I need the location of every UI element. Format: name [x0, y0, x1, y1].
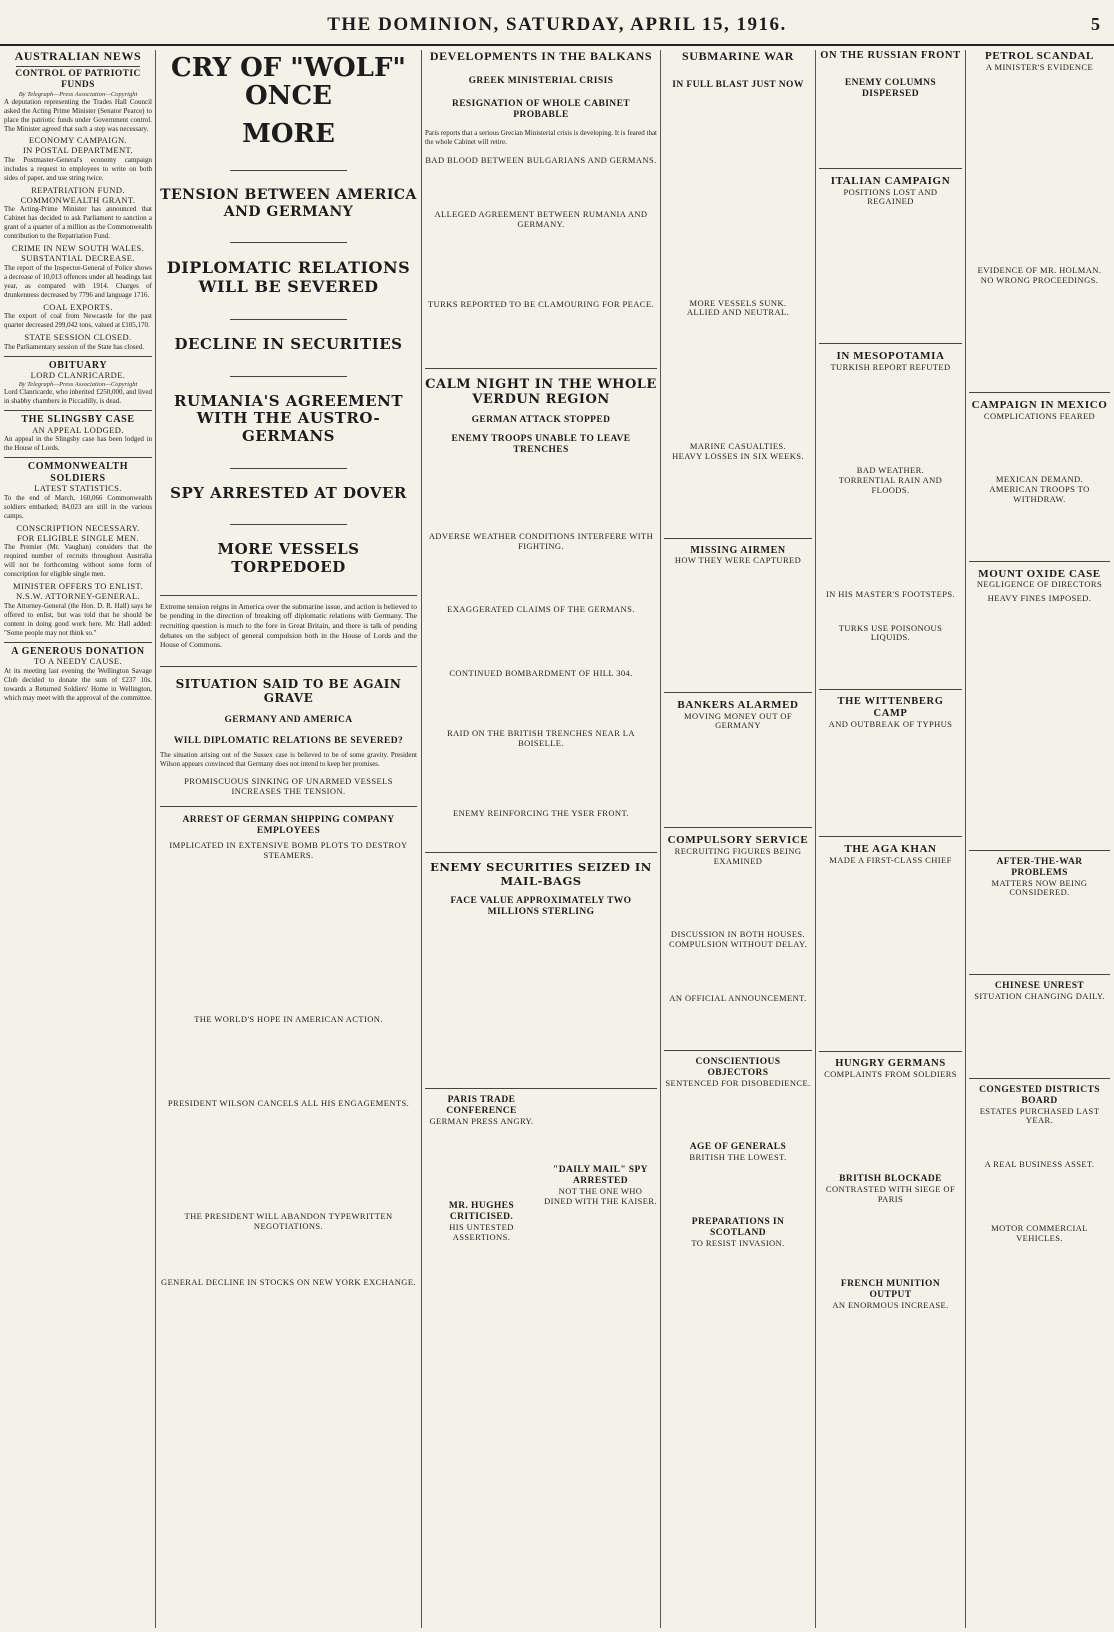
subheading: ENEMY REINFORCING THE YSER FRONT. — [453, 807, 629, 818]
column-cry-of-wolf — [160, 50, 417, 1628]
main-headline: CRY OF "WOLF" ONCE — [171, 53, 406, 112]
subheading: ALLEGED AGREEMENT BETWEEN RUMANIA AND GERMANY. — [434, 209, 648, 229]
article-body — [425, 555, 657, 605]
article-heading: CAMPAIGN IN MEXICO — [971, 398, 1108, 411]
subheading: RESIGNATION OF WHOLE CABINET PROBABLE — [451, 98, 631, 120]
article-heading: PARIS TRADE CONFERENCE — [446, 1095, 517, 1117]
article-heading: CONTROL OF PATRIOTIC FUNDS — [15, 68, 141, 90]
subheading: BRITISH THE LOWEST. — [689, 1152, 787, 1163]
article-body — [664, 1092, 812, 1142]
masthead — [0, 0, 1114, 46]
deck-headline: DECLINE IN SECURITIES — [174, 335, 403, 354]
article-body — [544, 1095, 657, 1165]
article-heading: MISSING AIRMEN — [690, 544, 786, 556]
section-heading: THE SLINGSBY CASE — [21, 414, 135, 426]
subheading: TURKS REPORTED TO BE CLAMOURING FOR PEACE. — [428, 298, 654, 309]
article-heading: ENEMY SECURITIES SEIZED IN MAIL-BAGS — [430, 860, 652, 888]
subheading: AMERICAN TROOPS TO WITHDRAW. — [989, 484, 1090, 504]
subheading: SENTENCED FOR DISOBEDIENCE. — [665, 1077, 811, 1088]
subheading: ESTATES PURCHASED LAST YEAR. — [979, 1105, 1100, 1126]
article-body — [969, 425, 1110, 475]
article-heading: COMPULSORY SERVICE — [667, 834, 809, 847]
section-heading: SUBMARINE WAR — [682, 50, 794, 63]
subheading: CRIME IN NEW SOUTH WALES. — [11, 243, 145, 254]
subheading: ENEMY COLUMNS DISPERSED — [844, 78, 937, 99]
section-heading: AUSTRALIAN NEWS — [14, 50, 142, 63]
subheading: TO RESIST INVASION. — [691, 1237, 785, 1248]
article-body — [819, 1209, 962, 1279]
article-heading: FRENCH MUNITION OUTPUT — [840, 1278, 941, 1300]
subheading: MATTERS NOW BEING CONSIDERED. — [991, 877, 1088, 898]
article-body — [969, 1006, 1110, 1076]
subheading: A REAL BUSINESS ASSET. — [984, 1159, 1095, 1170]
article-body — [425, 683, 657, 729]
article-body — [969, 509, 1110, 559]
article-heading: "DAILY MAIL" SPY ARRESTED — [553, 1165, 648, 1187]
article-body — [819, 647, 962, 687]
article-body — [819, 734, 962, 834]
subheading: LORD CLANRICARDE. — [30, 370, 126, 381]
article-body — [425, 314, 657, 364]
subheading: NOT THE ONE WHO DINED WITH THE KAISER. — [544, 1186, 657, 1206]
subheading: MARINE CASUALTIES. — [689, 441, 787, 452]
article-heading: PREPARATIONS IN SCOTLAND — [691, 1216, 785, 1238]
article-body: To the end of March, 160,066 Commonwealth soldiers embarked; 84,023 are still in the various camps. — [4, 494, 152, 520]
subheading: COMPLICATIONS FEARED — [983, 410, 1096, 421]
article-body: An appeal in the Slingsby case has been lodged in the House of Lords. — [4, 435, 152, 453]
subheading: STATE SESSION CLOSED. — [24, 332, 132, 343]
article-heading: IN MESOPOTAMIA — [836, 350, 945, 363]
section-heading: PETROL SCANDAL — [985, 50, 1094, 62]
column-rule — [660, 50, 661, 1628]
article-body — [664, 99, 812, 299]
subheading: POSITIONS LOST AND REGAINED — [843, 186, 938, 207]
article-body — [819, 869, 962, 1049]
subheading: GERMAN ATTACK STOPPED — [471, 415, 611, 426]
subheading: MEXICAN DEMAND. — [995, 474, 1084, 485]
subheading: TURKS USE POISONOUS LIQUIDS. — [838, 622, 943, 643]
subheading: IMPLICATED IN EXTENSIVE BOMB PLOTS TO DESTROY STEAMERS. — [169, 840, 408, 860]
subheading: ADVERSE WEATHER CONDITIONS INTERFERE WITH FIGHTING. — [428, 530, 654, 551]
subheading: THE WORLD'S HOPE IN AMERICAN ACTION. — [194, 1013, 383, 1024]
article-body — [819, 1084, 962, 1174]
subheading: GREEK MINISTERIAL CRISIS — [468, 75, 614, 86]
section-heading: ON THE RUSSIAN FRONT — [820, 50, 961, 61]
article-heading: CONGESTED DISTRICTS BOARD — [979, 1084, 1100, 1106]
article-heading: AFTER-THE-WAR PROBLEMS — [996, 856, 1083, 878]
brief-column — [544, 1095, 657, 1242]
subheading: MOTOR COMMERCIAL VEHICLES. — [991, 1223, 1088, 1243]
article-body — [969, 76, 1110, 266]
article-body — [969, 1130, 1110, 1160]
article-body — [819, 106, 962, 166]
subheading: IN FULL BLAST JUST NOW — [672, 79, 804, 90]
subheading: GERMANY AND AMERICA — [224, 715, 353, 726]
subheading: TORRENTIAL RAIN AND FLOODS. — [838, 475, 943, 496]
subheading: A MINISTER'S EVIDENCE — [985, 61, 1094, 72]
subheading: CONSCRIPTION NECESSARY. — [16, 522, 140, 533]
article-body — [425, 234, 657, 300]
subheading: NEGLIGENCE OF DIRECTORS — [976, 579, 1103, 590]
article-body — [160, 1112, 417, 1212]
article-heading: MOUNT OXIDE CASE — [978, 567, 1101, 580]
article-body: The export of coal from Newcastle for the past quarter decreased 299,042 tons, valued at £105,170. — [4, 312, 152, 330]
subheading: FOR ELIGIBLE SINGLE MEN. — [17, 532, 139, 543]
article-body — [664, 870, 812, 930]
article-body — [664, 570, 812, 690]
column-submarine-war — [664, 50, 812, 1628]
section-heading: COMMONWEALTH SOLDIERS — [27, 461, 129, 484]
subheading: HIS UNTESTED ASSERTIONS. — [449, 1221, 514, 1242]
deck-headline: MORE VESSELS TORPEDOED — [217, 540, 360, 577]
article-body — [425, 924, 657, 1084]
article-body — [969, 290, 1110, 390]
article-body: The Premier (Mr. Vaughan) considers that the required number of recruits throughout Australia will not be forthcoming without some form of conscription for eligible single men. — [4, 543, 152, 579]
subheading: EXAGGERATED CLAIMS OF THE GERMANS. — [447, 604, 635, 615]
article-body: At its meeting last evening the Wellington Savage Club decided to donate the sum of £237 10s. towards a Returned Soldiers' Home in Wellington, which may meet with the approval of the committee. — [4, 666, 152, 702]
deck-headline: RUMANIA'S AGREEMENT WITH THE AUSTRO-GERMANS — [174, 391, 403, 446]
column-rule — [965, 50, 966, 1628]
subheading: TO A NEEDY CAUSE. — [33, 656, 123, 667]
article-heading: BRITISH BLOCKADE — [839, 1174, 942, 1185]
subheading: GENERAL DECLINE IN STOCKS ON NEW YORK EXCHANGE. — [161, 1276, 416, 1287]
subheading: AN ENORMOUS INCREASE. — [832, 1299, 949, 1310]
article-body — [664, 1008, 812, 1048]
subheading: PRESIDENT WILSON CANCELS ALL HIS ENGAGEMENTS. — [167, 1097, 410, 1108]
column-petrol-scandal — [969, 50, 1110, 1628]
column-australian-news — [4, 50, 152, 1628]
article-body: The Parliamentary session of the State has closed. — [4, 342, 144, 351]
article-body: A deputation representing the Trades Hall Council asked the Acting Prime Minister (Senator Pearce) to place the patriotic funds under Government control. The Minister agreed that such a step was necessary. — [4, 97, 152, 133]
subheading: BAD BLOOD BETWEEN BULGARIANS AND GERMANS. — [425, 155, 657, 166]
subheading: ENEMY TROOPS UNABLE TO LEAVE TRENCHES — [451, 434, 631, 456]
lead-article: Extreme tension reigns in America over the submarine issue, and action is believed to be pending in the direction of breaking off diplomatic relations with Germany. The recruiting question is much to the fore in Great Britain, and there is talk of pending debates on the subject of general compulsion both in the House of Lords and the House of Commons. — [160, 601, 417, 650]
deck-headline: SPY ARRESTED AT DOVER — [170, 483, 407, 502]
article-heading: ITALIAN CAMPAIGN — [830, 174, 951, 187]
subheading: RECRUITING FIGURES BEING EXAMINED — [674, 845, 802, 866]
article-body — [425, 822, 657, 848]
subheading: LATEST STATISTICS. — [34, 483, 122, 494]
subheading: MINISTER OFFERS TO ENLIST. — [13, 581, 143, 592]
article-body — [969, 1174, 1110, 1224]
deck-headline: TENSION BETWEEN AMERICA AND GERMANY — [160, 187, 417, 220]
subheading: N.S.W. ATTORNEY-GENERAL. — [15, 591, 141, 601]
subheading: RAID ON THE BRITISH TRENCHES NEAR LA BOISELLE. — [447, 728, 635, 748]
article-body — [819, 376, 962, 466]
subheading: NO WRONG PROCEEDINGS. — [980, 275, 1099, 286]
article-heading: MR. HUGHES CRITICISED. — [448, 1200, 515, 1222]
subheading: COMPULSION WITHOUT DELAY. — [669, 939, 807, 950]
column-rule — [155, 50, 156, 1628]
subheading: IN POSTAL DEPARTMENT. — [22, 145, 134, 156]
article-body: The Attorney-General (the Hon. D. R. Hall) says he offered to enlist, but was told that he should be content in doing good work here. Mr. Hall added: "Some people may not think so." — [4, 601, 152, 637]
brief-column — [425, 1095, 538, 1242]
article-heading: HUNGRY GERMANS — [835, 1058, 946, 1070]
subheading: CONTRASTED WITH SIEGE OF PARIS — [825, 1184, 956, 1204]
subheading: HEAVY FINES IMPOSED. — [987, 593, 1092, 604]
subheading: IN HIS MASTER'S FOOTSTEPS. — [825, 588, 956, 599]
article-heading: SITUATION SAID TO BE AGAIN GRAVE — [175, 676, 402, 705]
article-heading: AGE OF GENERALS — [689, 1142, 787, 1153]
subheading: SITUATION CHANGING DAILY. — [974, 991, 1105, 1002]
subheading: TURKISH REPORT REFUTED — [830, 361, 951, 372]
article-body — [664, 735, 812, 825]
article-body: The report of the Inspector-General of Police shows a decrease of 10,013 offences under all headings last year, as compared with 1914. Charges of drunkenness decreased by 7796 and language 1716. — [4, 263, 152, 299]
article-body — [664, 954, 812, 994]
subheading: GERMAN PRESS ANGRY. — [429, 1116, 534, 1127]
section-heading: A GENEROUS DONATION — [11, 645, 145, 657]
subheading: HOW THEY WERE CAPTURED — [674, 555, 802, 566]
column-balkans — [425, 50, 657, 1628]
section-heading: DEVELOPMENTS IN THE BALKANS — [429, 50, 653, 63]
subheading: COMMONWEALTH GRANT. — [20, 194, 136, 205]
subheading: PROMISCUOUS SINKING OF UNARMED VESSELS INCREASES THE TENSION. — [184, 775, 393, 796]
subheading: FACE VALUE APPROXIMATELY TWO MILLIONS STERLING — [450, 896, 632, 918]
article-body: Lord Clanricarde, who inherited £250,000, and lived in shabby chambers in Piccadilly, is dead. — [4, 388, 152, 406]
article-body: Paris reports that a serious Grecian Ministerial crisis is developing. It is feared that the whole Cabinet will retire. — [425, 128, 657, 146]
credit-line: By Telegraph—Press Association—Copyright — [18, 90, 138, 98]
article-body: The Acting-Prime Minister has announced that Cabinet has decided to ask Parliament to sanction a grant of a quarter of a million as the Commonwealth contribution to the Repatriation Fund. — [4, 205, 152, 241]
article-body — [969, 608, 1110, 848]
subheading: CONTINUED BOMBARDMENT OF HILL 304. — [449, 668, 633, 679]
subheading: AN APPEAL LODGED. — [32, 424, 124, 435]
subheading: EVIDENCE OF MR. HOLMAN. — [977, 265, 1102, 276]
article-body — [160, 865, 417, 1015]
article-body — [160, 1236, 417, 1278]
subheading: MORE VESSELS SUNK. — [689, 297, 787, 308]
subheading: ALLIED AND NEUTRAL. — [686, 307, 790, 318]
article-body — [425, 753, 657, 809]
article-body — [425, 619, 657, 669]
main-headline: MORE — [242, 119, 335, 150]
article-body — [664, 466, 812, 536]
subheading: AND OUTBREAK OF TYPHUS — [828, 719, 953, 730]
article-body — [160, 1029, 417, 1099]
subheading: ECONOMY CAMPAIGN. — [28, 135, 128, 146]
section-heading: OBITUARY — [48, 359, 108, 371]
column-russian-front — [819, 50, 962, 1628]
subheading: THE PRESIDENT WILL ABANDON TYPEWRITTEN NEGOTIATIONS. — [184, 1211, 393, 1232]
article-heading: CONSCIENTIOUS OBJECTORS — [695, 1056, 781, 1078]
subheading: COMPLAINTS FROM SOLDIERS — [824, 1069, 957, 1080]
article-body — [664, 322, 812, 442]
bottom-briefs — [425, 1095, 657, 1242]
article-body: The Postmaster-General's economy campaign includes a request to employees to write on both sides of paper, and use string twice. — [4, 155, 152, 182]
subheading: AN OFFICIAL ANNOUNCEMENT. — [669, 992, 807, 1003]
subheading: SUBSTANTIAL DECREASE. — [21, 252, 135, 263]
article-heading: BANKERS ALARMED — [677, 699, 799, 712]
article-body — [425, 170, 657, 210]
subheading: COAL EXPORTS. — [43, 301, 113, 312]
article-body — [819, 211, 962, 341]
article-body — [819, 604, 962, 624]
subheading: BAD WEATHER. — [856, 465, 925, 476]
masthead-title: THE DOMINION, SATURDAY, APRIL 15, 1916. — [327, 14, 787, 35]
article-body — [425, 462, 657, 532]
article-body — [969, 902, 1110, 972]
column-rule — [421, 50, 422, 1628]
subheading: HEAVY LOSSES IN SIX WEEKS. — [672, 451, 804, 462]
article-body — [819, 500, 962, 590]
article-body: The situation arising out of the Sussex case is believed to be of some gravity. President Wilson appears convinced that Germany does not intend to keep her promises. — [160, 750, 417, 768]
subheading: MOVING MONEY OUT OF GERMANY — [684, 710, 792, 731]
deck-headline: DIPLOMATIC RELATIONS WILL BE SEVERED — [166, 258, 411, 297]
article-heading: THE AGA KHAN — [844, 842, 937, 855]
article-heading: CHINESE UNREST — [994, 981, 1085, 992]
column-rule — [815, 50, 816, 1628]
article-heading: THE WITTENBERG CAMP — [837, 696, 944, 720]
article-heading: CALM NIGHT IN THE WHOLE VERDUN REGION — [425, 376, 657, 407]
subheading: DISCUSSION IN BOTH HOUSES. — [670, 929, 806, 940]
article-body — [664, 1167, 812, 1217]
credit-line: By Telegraph—Press Association—Copyright — [18, 381, 138, 389]
subheading: REPATRIATION FUND. — [31, 184, 125, 195]
article-heading: ARREST OF GERMAN SHIPPING COMPANY EMPLOYEES — [182, 815, 395, 837]
subheading: MADE A FIRST-CLASS CHIEF — [829, 854, 952, 865]
page-number: 5 — [1091, 14, 1100, 34]
subheading: WILL DIPLOMATIC RELATIONS BE SEVERED? — [173, 736, 404, 747]
article-body — [425, 1131, 538, 1201]
